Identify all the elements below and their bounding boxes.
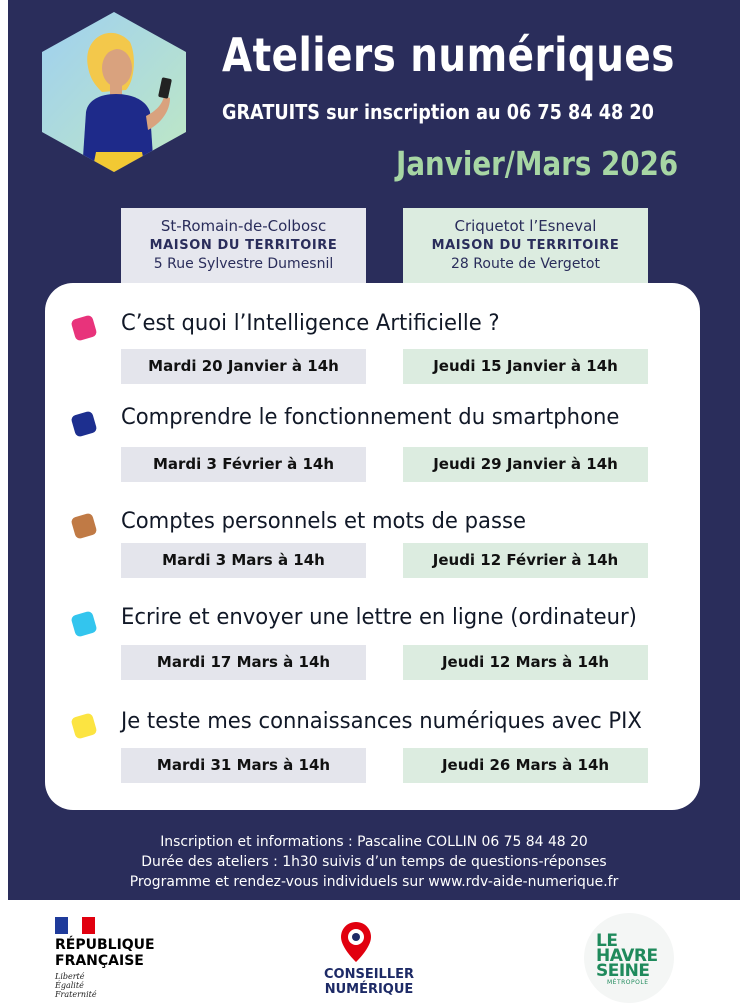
woman-with-phone-illustration bbox=[42, 12, 186, 172]
date-criquetot: Jeudi 12 Mars à 14h bbox=[403, 645, 648, 680]
workshops-card bbox=[45, 283, 700, 810]
workshop-title: C’est quoi l’Intelligence Artificielle ? bbox=[121, 311, 500, 336]
bullet-icon bbox=[70, 512, 97, 539]
info-block bbox=[8, 832, 740, 892]
date-st-romain: Mardi 20 Janvier à 14h bbox=[121, 349, 366, 384]
le-havre-seine-logo: LE HAVRE SEINE bbox=[596, 931, 658, 981]
bullet-icon bbox=[70, 610, 97, 637]
period-label: Janvier/Mars 2026 bbox=[396, 144, 679, 183]
date-st-romain: Mardi 31 Mars à 14h bbox=[121, 748, 366, 783]
info-website: Programme et rendez-vous individuels sur www.rdv-aide-numerique.fr bbox=[129, 874, 619, 890]
workshop-title: Ecrire et envoyer une lettre en ligne (ordinateur) bbox=[121, 605, 637, 630]
location-box-st-romain bbox=[121, 208, 366, 284]
location-address: 5 Rue Sylvestre Dumesnil bbox=[153, 256, 334, 272]
metropole-label: MÉTROPOLE bbox=[607, 979, 649, 986]
location-venue: MAISON DU TERRITOIRE bbox=[431, 238, 620, 253]
bullet-icon bbox=[70, 410, 97, 437]
french-flag-icon bbox=[55, 917, 95, 934]
workshop-title: Je teste mes connaissances numériques avec PIX bbox=[121, 709, 642, 734]
workshop-title: Comptes personnels et mots de passe bbox=[121, 509, 526, 534]
location-name: St-Romain-de-Colbosc bbox=[160, 217, 327, 235]
bullet-icon bbox=[70, 314, 97, 341]
workshop-title: Comprendre le fonctionnement du smartphone bbox=[121, 405, 620, 430]
location-address: 28 Route de Vergetot bbox=[451, 256, 600, 272]
republique-motto: Liberté Égalité Fraternité bbox=[55, 972, 97, 999]
date-criquetot: Jeudi 15 Janvier à 14h bbox=[403, 349, 648, 384]
registration-subtitle: GRATUITS sur inscription au 06 75 84 48 20 bbox=[222, 100, 654, 124]
info-duration: Durée des ateliers : 1h30 suivis d’un temps de questions-réponses bbox=[141, 854, 607, 870]
date-st-romain: Mardi 3 Mars à 14h bbox=[121, 543, 366, 578]
location-venue: MAISON DU TERRITOIRE bbox=[149, 238, 338, 253]
conseiller-numerique-pin-icon bbox=[339, 920, 373, 964]
bullet-icon bbox=[70, 712, 97, 739]
date-criquetot: Jeudi 12 Février à 14h bbox=[403, 543, 648, 578]
location-name: Criquetot l’Esneval bbox=[454, 217, 597, 235]
date-st-romain: Mardi 17 Mars à 14h bbox=[121, 645, 366, 680]
location-box-criquetot bbox=[403, 208, 648, 284]
date-criquetot: Jeudi 26 Mars à 14h bbox=[403, 748, 648, 783]
republique-francaise-logo: RÉPUBLIQUE FRANÇAISE bbox=[55, 937, 155, 969]
info-registration: Inscription et informations : Pascaline COLLIN 06 75 84 48 20 bbox=[160, 834, 588, 850]
conseiller-numerique-logo: CONSEILLER NUMÉRIQUE bbox=[324, 967, 415, 997]
page-title: Ateliers numériques bbox=[222, 28, 675, 82]
date-criquetot: Jeudi 29 Janvier à 14h bbox=[403, 447, 648, 482]
date-st-romain: Mardi 3 Février à 14h bbox=[121, 447, 366, 482]
